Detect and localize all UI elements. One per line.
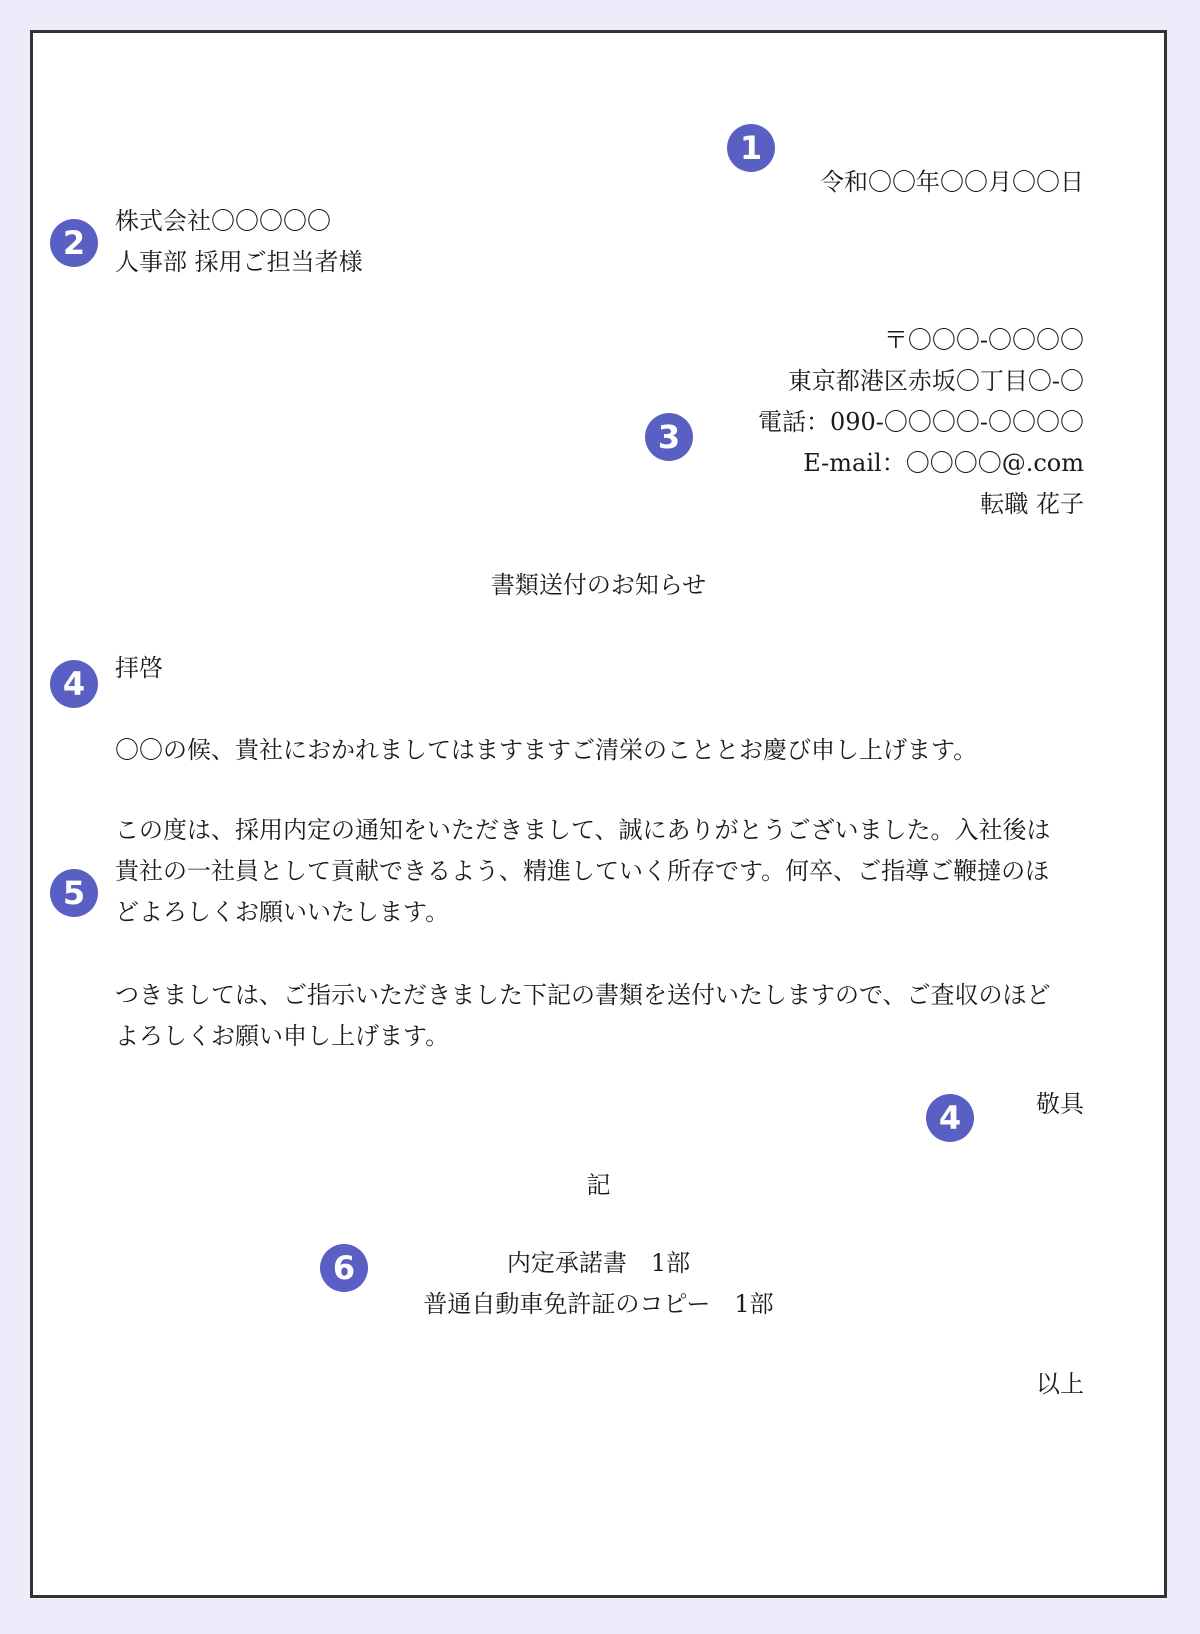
body-paragraph-1-line: 貴社の一社員として貢献できるよう、精進していく所存です。何卒、ご指導ご鞭撻のほ — [115, 857, 1050, 885]
enclosure-item: 内定承諾書 1部 — [506, 1249, 691, 1277]
body-paragraph-1-line: この度は、採用内定の通知をいただきまして、誠にありがとうございました。入社後は — [115, 816, 1051, 844]
letter-date: 令和〇〇年〇〇月〇〇日 — [820, 168, 1084, 196]
letter-page — [30, 30, 1167, 1598]
end-word: 以上 — [1036, 1370, 1084, 1398]
badge-2: 2 — [50, 219, 98, 267]
badge-5: 5 — [50, 869, 98, 917]
badge-4-closing: 4 — [926, 1094, 974, 1142]
body-paragraph-2-line: よろしくお願い申し上げます。 — [115, 1022, 450, 1050]
badge-4-opening: 4 — [50, 660, 98, 708]
closing-word: 敬具 — [1036, 1090, 1084, 1118]
enclosure-item: 普通自動車免許証のコピー 1部 — [423, 1290, 774, 1318]
body-paragraph-2-line: つきましては、ご指示いただきました下記の書類を送付いたしますので、ご査収のほど — [115, 981, 1051, 1009]
body-paragraph-1-line: どよろしくお願いいたします。 — [115, 898, 450, 926]
badge-1: 1 — [727, 124, 775, 172]
recipient-company: 株式会社〇〇〇〇〇 — [115, 207, 331, 235]
letter-subject: 書類送付のお知らせ — [490, 571, 707, 599]
ki-heading: 記 — [586, 1171, 611, 1199]
recipient-department: 人事部 採用ご担当者様 — [115, 248, 363, 276]
seasonal-greeting: 〇〇の候、貴社におかれましてはますますご清栄のこととお慶び申し上げます。 — [115, 736, 978, 764]
body-paragraph-2 — [115, 975, 1090, 1057]
badge-3: 3 — [645, 413, 693, 461]
badge-6: 6 — [320, 1244, 368, 1292]
opening-word: 拝啓 — [115, 654, 163, 682]
sender-name: 転職 花子 — [980, 490, 1084, 518]
body-paragraph-1 — [115, 810, 1090, 933]
sender-email: E-mail：〇〇〇〇@.com — [803, 449, 1084, 477]
sender-postal: 〒〇〇〇-〇〇〇〇 — [883, 326, 1084, 354]
sender-phone: 電話：090-〇〇〇〇-〇〇〇〇 — [757, 408, 1084, 436]
sender-address: 東京都港区赤坂〇丁目〇-〇 — [787, 367, 1084, 395]
